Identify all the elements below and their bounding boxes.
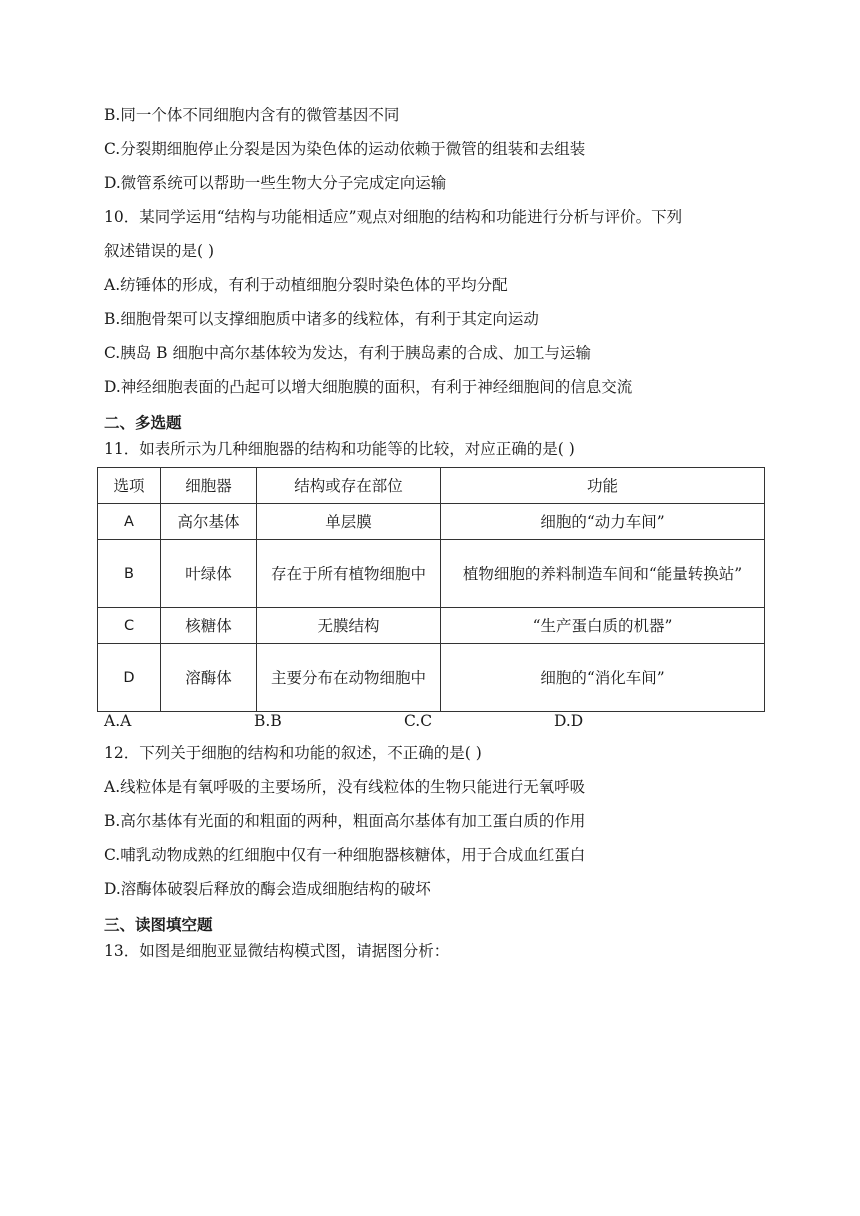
- section-heading-diagram-fill: 三、读图填空题: [104, 916, 213, 934]
- row-option: A: [98, 504, 161, 540]
- table-header-row: [98, 468, 765, 504]
- header-organelle: 细胞器: [161, 468, 257, 504]
- q9-option-b: B.同一个体不同细胞内含有的微管基因不同: [104, 106, 400, 124]
- table-row: [98, 608, 765, 644]
- row-structure: 存在于所有植物细胞中: [257, 540, 441, 608]
- row-option: D: [98, 644, 161, 712]
- q9-option-d: D.微管系统可以帮助一些生物大分子完成定向运输: [104, 174, 447, 192]
- header-option: 选项: [98, 468, 161, 504]
- row-function: 植物细胞的养料制造车间和“能量转换站”: [441, 540, 765, 608]
- q10-option-a: A.纺锤体的形成，有利于动植细胞分裂时染色体的平均分配: [104, 276, 508, 294]
- row-organelle: 核糖体: [161, 608, 257, 644]
- q11-answer-d: D.D: [554, 712, 584, 730]
- row-organelle: 叶绿体: [161, 540, 257, 608]
- q11-answer-b: B.B: [254, 712, 282, 730]
- q12-option-d: D.溶酶体破裂后释放的酶会造成细胞结构的破坏: [104, 880, 431, 898]
- header-function: 功能: [441, 468, 765, 504]
- q11-stem: 11．如表所示为几种细胞器的结构和功能等的比较，对应正确的是( ): [104, 440, 575, 458]
- q12-option-b: B.高尔基体有光面的和粗面的两种，粗面高尔基体有加工蛋白质的作用: [104, 812, 586, 830]
- header-structure: 结构或存在部位: [257, 468, 441, 504]
- q10-stem-line2: 叙述错误的是( ): [104, 242, 215, 260]
- section-heading-multiple-choice: 二、多选题: [104, 414, 182, 432]
- table-row: [98, 540, 765, 608]
- q10-option-d: D.神经细胞表面的凸起可以增大细胞膜的面积，有利于神经细胞间的信息交流: [104, 378, 633, 396]
- q12-option-a: A.线粒体是有氧呼吸的主要场所，没有线粒体的生物只能进行无氧呼吸: [104, 778, 586, 796]
- row-structure: 无膜结构: [257, 608, 441, 644]
- q11-answer-c: C.C: [404, 712, 433, 730]
- row-organelle: 高尔基体: [161, 504, 257, 540]
- row-option: C: [98, 608, 161, 644]
- row-function: 细胞的“消化车间”: [441, 644, 765, 712]
- q11-answer-a: A.A: [104, 712, 132, 730]
- organelle-comparison-table: [97, 467, 765, 712]
- q10-stem-line1: 10．某同学运用“结构与功能相适应”观点对细胞的结构和功能进行分析与评价。下列: [104, 208, 683, 226]
- q12-stem: 12．下列关于细胞的结构和功能的叙述，不正确的是( ): [104, 744, 482, 762]
- row-function: “生产蛋白质的机器”: [441, 608, 765, 644]
- table-row: [98, 644, 765, 712]
- row-structure: 主要分布在动物细胞中: [257, 644, 441, 712]
- row-organelle: 溶酶体: [161, 644, 257, 712]
- q13-stem: 13．如图是细胞亚显微结构模式图，请据图分析：: [104, 942, 450, 960]
- q10-option-b: B.细胞骨架可以支撑细胞质中诸多的线粒体，有利于其定向运动: [104, 310, 539, 328]
- row-function: 细胞的“动力车间”: [441, 504, 765, 540]
- q9-option-c: C.分裂期细胞停止分裂是因为染色体的运动依赖于微管的组装和去组装: [104, 140, 586, 158]
- table-row: [98, 504, 765, 540]
- row-option: B: [98, 540, 161, 608]
- q10-option-c: C.胰岛 B 细胞中高尔基体较为发达，有利于胰岛素的合成、加工与运输: [104, 344, 591, 362]
- row-structure: 单层膜: [257, 504, 441, 540]
- q12-option-c: C.哺乳动物成熟的红细胞中仅有一种细胞器核糖体，用于合成血红蛋白: [104, 846, 586, 864]
